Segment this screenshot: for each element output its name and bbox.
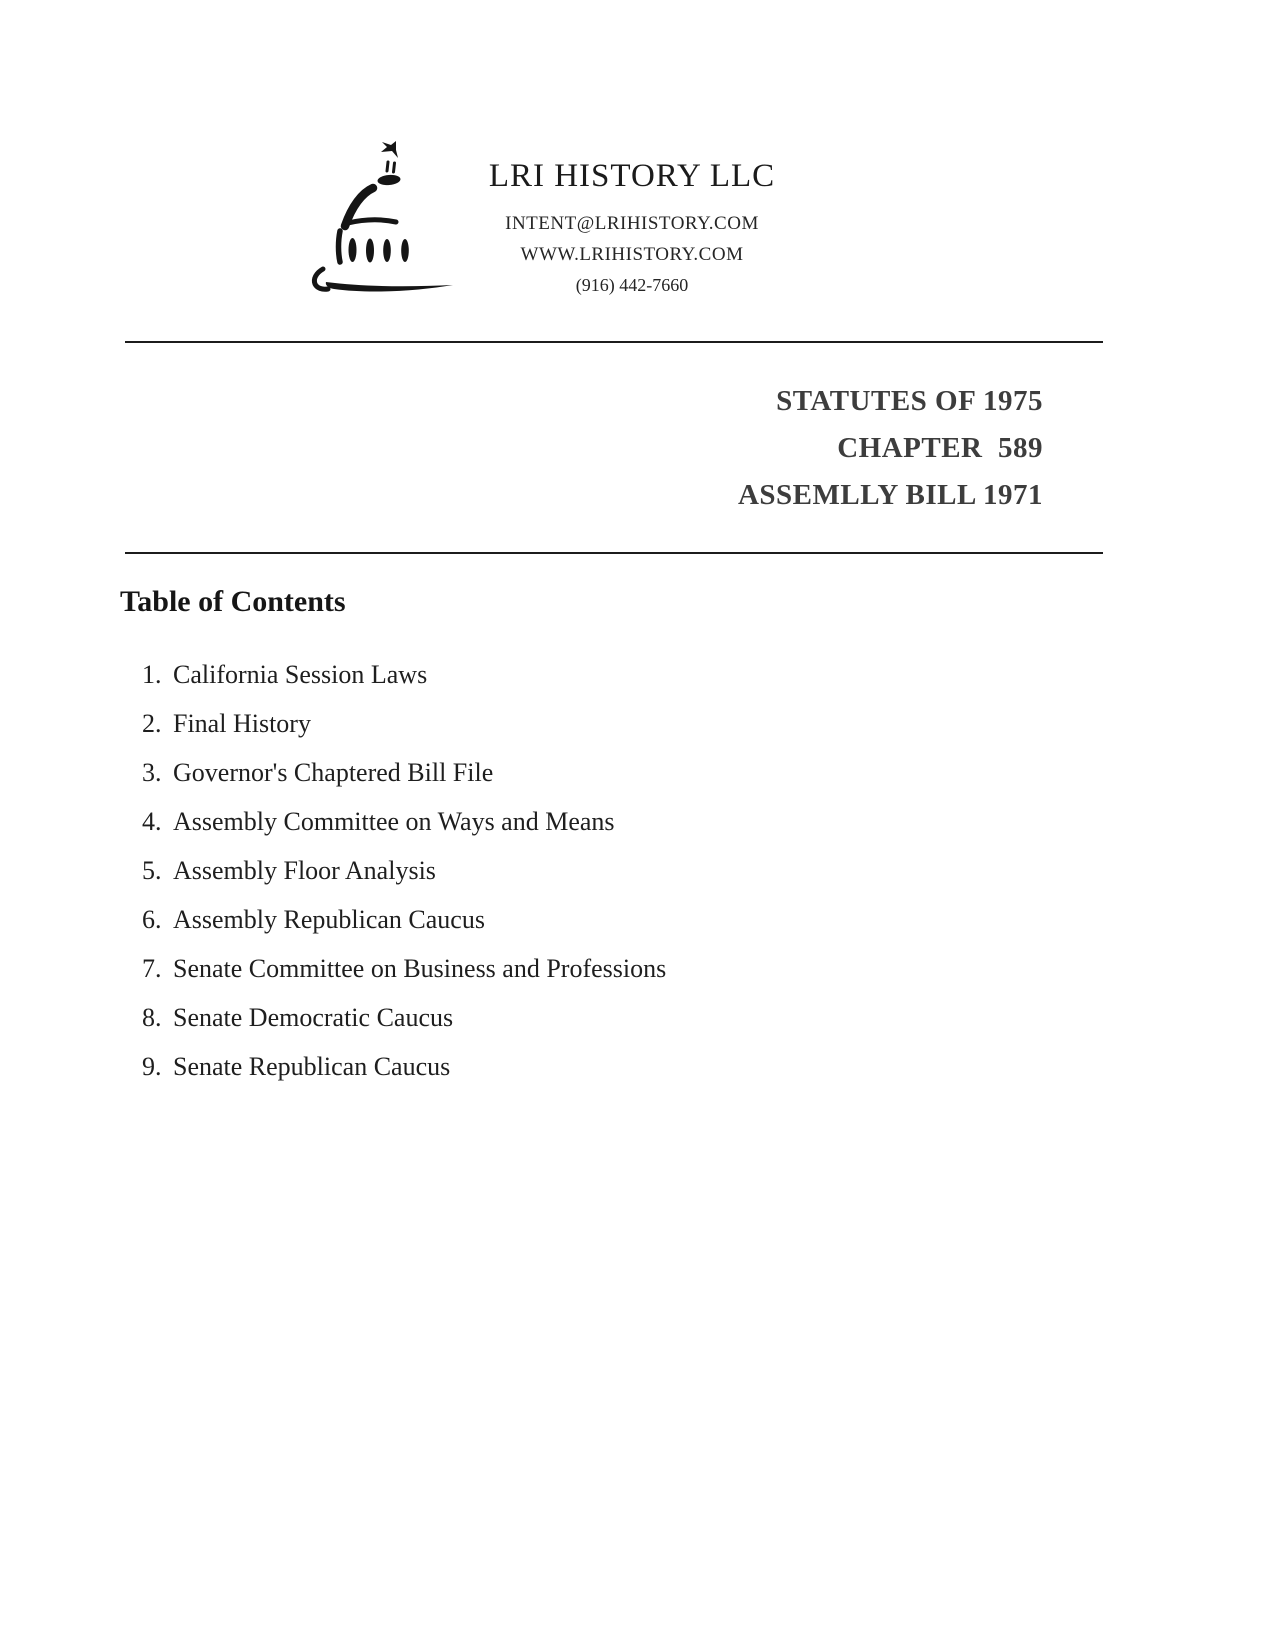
company-email: INTENT@LRIHISTORY.COM xyxy=(505,213,759,234)
statutes-line: STATUTES OF 1975 xyxy=(776,385,1043,417)
toc-item xyxy=(142,944,666,993)
company-website: WWW.LRIHISTORY.COM xyxy=(520,244,744,265)
toc-item-label: California Session Laws xyxy=(173,660,428,689)
toc-item xyxy=(142,1042,666,1091)
toc-item-number: 6. xyxy=(142,905,162,934)
toc-item-label: Senate Committee on Business and Professions xyxy=(173,954,667,983)
toc-item-number: 4. xyxy=(142,807,162,836)
company-name: LRI HISTORY LLC xyxy=(488,158,776,194)
toc-list xyxy=(142,650,666,1091)
divider-top xyxy=(125,341,1103,343)
toc-item xyxy=(142,846,666,895)
letterhead-text xyxy=(382,156,882,301)
toc-item xyxy=(142,650,666,699)
toc-item xyxy=(142,699,666,748)
toc-item xyxy=(142,797,666,846)
toc-item-label: Senate Republican Caucus xyxy=(173,1052,451,1081)
toc-item xyxy=(142,748,666,797)
toc-item-label: Senate Democratic Caucus xyxy=(173,1003,454,1032)
chapter-line: CHAPTER 589 xyxy=(837,432,1043,464)
toc-item-number: 1. xyxy=(142,660,162,689)
toc-item-label: Assembly Floor Analysis xyxy=(173,856,436,885)
toc-item xyxy=(142,895,666,944)
toc-item-label: Final History xyxy=(173,709,311,738)
toc-item-label: Assembly Republican Caucus xyxy=(173,905,485,934)
toc-item-label: Assembly Committee on Ways and Means xyxy=(173,807,615,836)
toc-item-number: 2. xyxy=(142,709,162,738)
toc-heading: Table of Contents xyxy=(120,585,346,618)
toc-item-number: 5. xyxy=(142,856,162,885)
toc-item-number: 7. xyxy=(142,954,162,983)
toc-item-number: 9. xyxy=(142,1052,162,1081)
toc-item-number: 8. xyxy=(142,1003,162,1032)
document-title-block xyxy=(738,378,1043,519)
toc-item-number: 3. xyxy=(142,758,162,787)
divider-bottom xyxy=(125,552,1103,554)
toc-item xyxy=(142,993,666,1042)
toc-item-label: Governor's Chaptered Bill File xyxy=(173,758,494,787)
bill-line: ASSEMLLY BILL 1971 xyxy=(737,479,1043,511)
company-phone: (916) 442-7660 xyxy=(575,275,689,295)
